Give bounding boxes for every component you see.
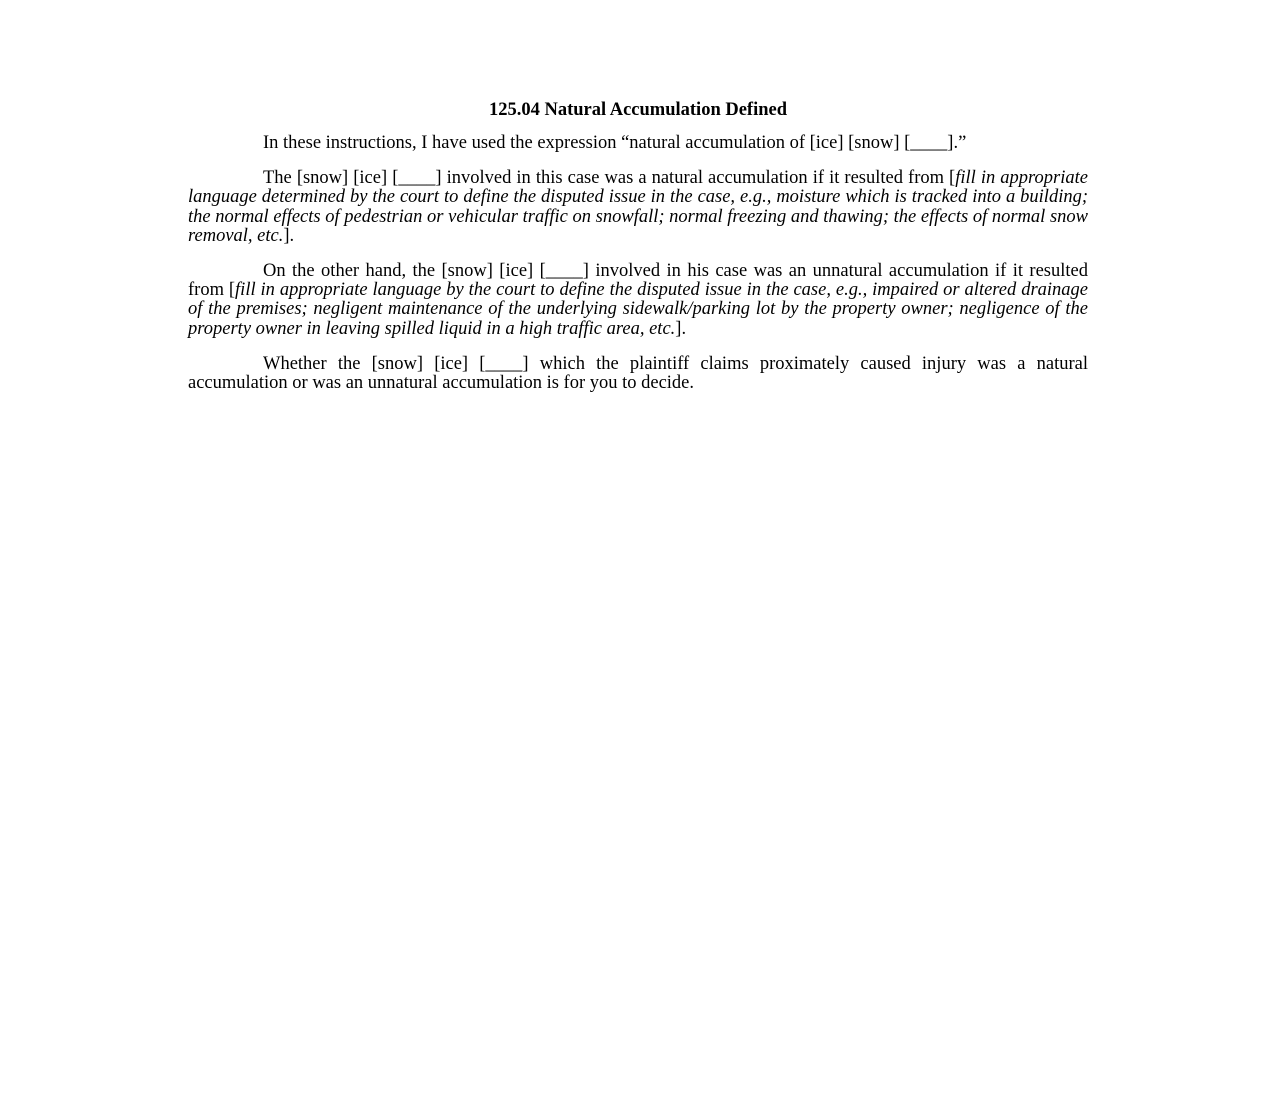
paragraph-decision	[188, 355, 1088, 393]
paragraph-italic-instruction: fill in appropriate language by the court to define the disputed issue in the case, e.g., impaired or altered drainage of the premises; negligent maintenance of the underlying sidewalk/parking lot by the property owner; negligence of the property owner in leaving spilled liquid in a high traffic area, etc.	[188, 280, 1088, 339]
paragraph-text: Whether the [snow] [ice] [____] which the plaintiff claims proximately caused injury was a natural accumulation or was an unnatural accumulation is for you to decide.	[188, 353, 1088, 394]
paragraph-text: The [snow] [ice] [____] involved in this case was a natural accumulation if it resulted from [	[263, 168, 956, 189]
paragraph-text: ].	[283, 225, 295, 246]
paragraph-italic-instruction: fill in appropriate language determined by the court to define the disputed issue in the case, e.g., moisture which is tracked into a building; the normal effects of pedestrian or vehicular traffic on snowfall; normal freezing and thawing; the effects of normal snow removal, etc.	[188, 168, 1089, 246]
document-title: 125.04 Natural Accumulation Defined	[488, 100, 788, 120]
paragraph-text: In these instructions, I have used the expression “natural accumulation of [ice] [snow] [____].”	[263, 133, 967, 153]
paragraph-expression-definition	[188, 134, 1088, 153]
document-page	[188, 98, 1088, 409]
paragraph-unnatural-accumulation	[188, 262, 1088, 339]
paragraph-natural-accumulation	[188, 169, 1088, 246]
paragraph-text: ].	[675, 318, 687, 339]
paragraph-text: On the other hand, the [snow] [ice] [____] involved in his case was an unnatural accumulation if it resulted from [	[188, 261, 1088, 301]
